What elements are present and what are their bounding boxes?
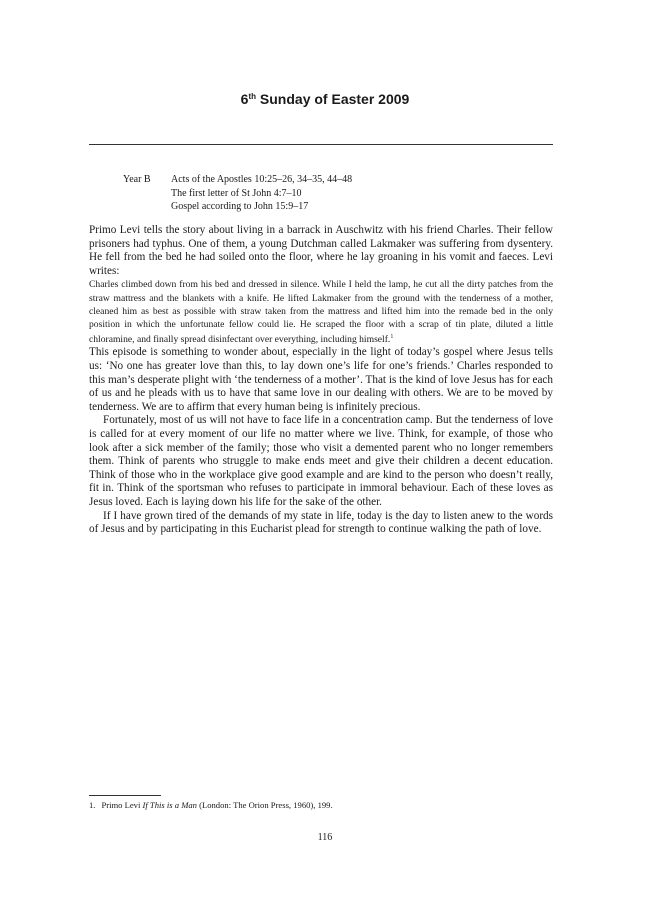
title-rule <box>89 144 553 145</box>
footnote-number: 1. <box>89 800 96 810</box>
title-number: 6 <box>240 91 249 107</box>
paragraph: If I have grown tired of the demands of my state in life, today is the day to listen anew to the words of Jesus and by participating in this Eucharist plead for strength to continue walking the path of love. <box>89 509 553 536</box>
body-text <box>89 224 553 537</box>
paragraph: This episode is something to wonder about, especially in the light of today’s gospel where Jesus tells us: ‘No one has greater love than this, to lay down one’s life for one’s friends.’ Charles responded to this man’s desperate plight with ‘the tenderness of a mother’. That is the kind of love Jesus has for each of us and he pleads with us to have that same love in our dealing with others. We are to be moved by tenderness. We are to affirm that every human being is infinitely precious. <box>89 346 553 413</box>
page-number: 116 <box>317 832 333 843</box>
title-ordinal-suffix: th <box>248 92 257 101</box>
page-title <box>0 91 650 107</box>
footnote-rule <box>89 795 161 796</box>
footnote-author: Primo Levi <box>101 800 143 810</box>
reading-item: The first letter of St John 4:7–10 <box>171 187 302 199</box>
readings-block <box>123 173 352 214</box>
quote-text: Charles climbed down from his bed and dressed in silence. While I held the lamp, he cut all the dirty patches from the straw mattress and the blankets with a knife. He lifted Lakmaker from the ground with the tenderness of a mother, cleaned him as best as possible with straw taken from the mattress and lifted him into the remade bed in the only position in which the unfortunate fellow could lie. He scraped the floor with a scrap of tin plate, diluted a little chloramine, and finally spread disinfectant over everything, including himself. <box>89 279 553 346</box>
year-label: Year B <box>123 174 151 185</box>
reading-item: Gospel according to John 15:9–17 <box>171 201 309 212</box>
footnote-book-title: If This is a Man <box>142 800 197 810</box>
paragraph: Fortunately, most of us will not have to face life in a concentration camp. But the tenderness of love is called for at every moment of our life no matter where we live. Think, for example, of those who look after a sick member of the family; those who visit a demented parent who no longer remembers them. Think of parents who struggle to make ends meet and give their children a decent education. Think of those who in the workplace give good example and are kind to the person who doesn’t really, fit in. Think of the sportsman who refuses to participate in immoral behaviour. Each of these loves as Jesus loved. Each is laying down his life for the sake of the other. <box>89 414 553 508</box>
block-quote <box>89 278 553 346</box>
title-text: Sunday of Easter 2009 <box>256 91 410 107</box>
footnote-details: (London: The Orion Press, 1960), 199. <box>196 800 333 810</box>
intro-paragraph: Primo Levi tells the story about living in a barrack in Auschwitz with his friend Charles. Their fellow prisoners had typhus. One of them, a young Dutchman called Lakmaker was suffering from dysentery. He fell from the bed he had soiled onto the floor, where he lay groaning in his vomit and faeces. Levi writes: <box>89 224 553 277</box>
reading-item: Acts of the Apostles 10:25–26, 34–35, 44–48 <box>171 174 353 185</box>
footnote-reference: 1 <box>390 334 394 341</box>
footnote <box>89 800 553 810</box>
